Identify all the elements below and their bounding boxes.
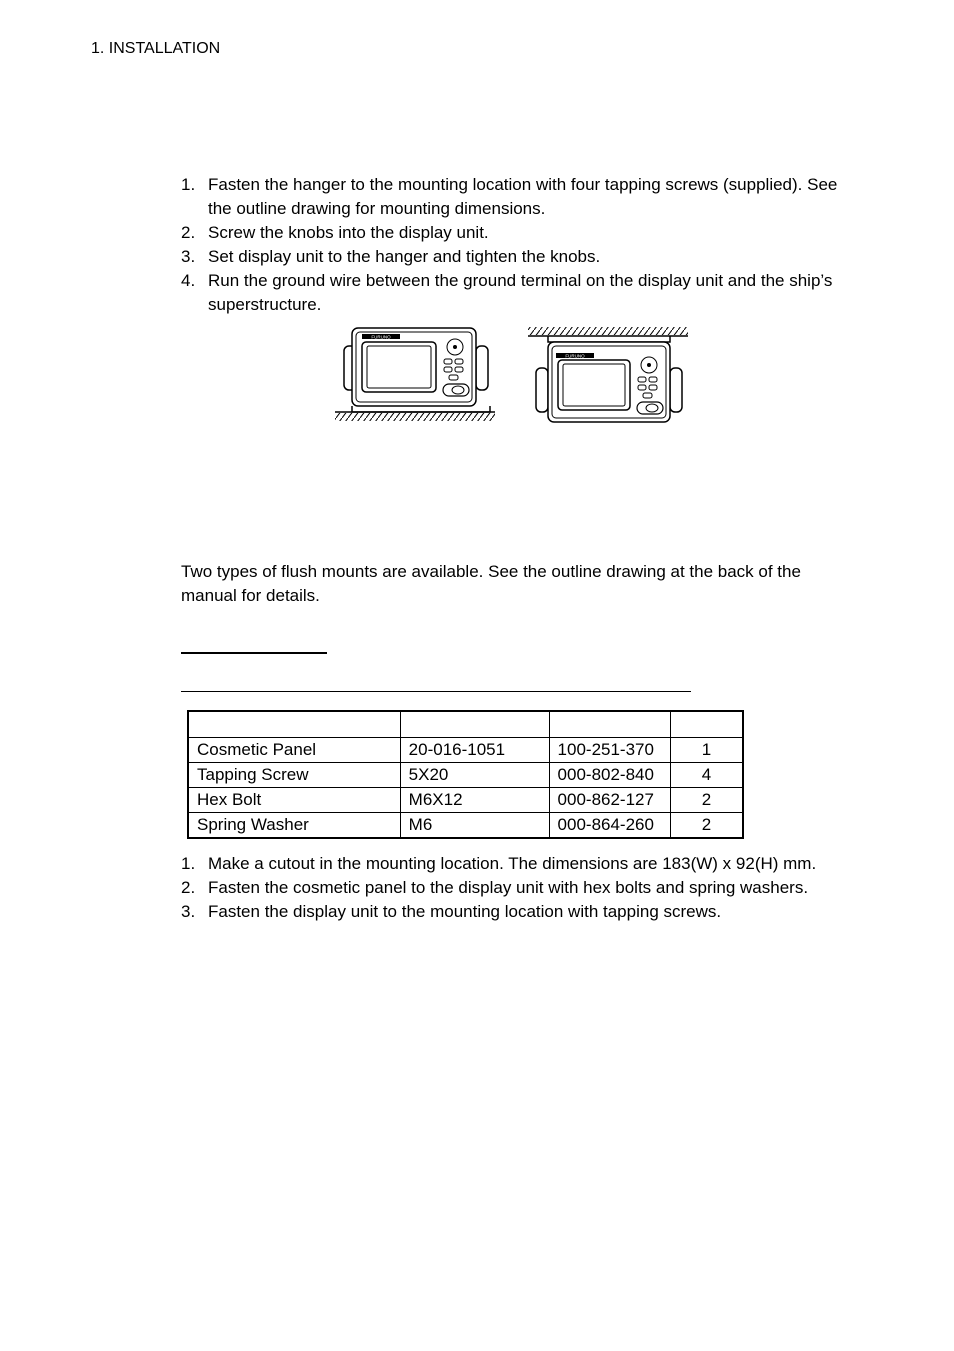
quantity: 2 <box>671 788 743 813</box>
logo-text: FURUNO <box>371 334 391 340</box>
code-number: 000-862-127 <box>549 788 671 813</box>
flush-mount-intro: Two types of flush mounts are available. See the outline drawing at the back of the manual for details. <box>181 562 801 605</box>
header-cell <box>188 711 400 738</box>
table-row <box>188 813 743 839</box>
header-cell <box>671 711 743 738</box>
step-number: 3. <box>181 247 196 266</box>
step-text: Screw the knobs into the display unit. <box>208 223 489 242</box>
part-type: M6 <box>400 813 549 839</box>
list-item <box>181 173 841 221</box>
desktop-mount-steps <box>181 173 841 317</box>
table-caption-underline <box>181 691 691 692</box>
part-type: 20-016-1051 <box>400 738 549 763</box>
header-cell <box>549 711 671 738</box>
quantity: 2 <box>671 813 743 839</box>
part-type: 5X20 <box>400 763 549 788</box>
list-item <box>181 900 841 924</box>
list-item <box>181 245 841 269</box>
part-name: Tapping Screw <box>188 763 400 788</box>
list-item <box>181 269 841 317</box>
step-number: 2. <box>181 223 196 242</box>
flush-mount-steps <box>181 852 841 924</box>
parts-table <box>187 710 744 839</box>
subheading-underline <box>181 652 327 654</box>
part-type: M6X12 <box>400 788 549 813</box>
table-header-row <box>188 711 743 738</box>
table-row <box>188 788 743 813</box>
step-number: 2. <box>181 878 196 897</box>
step-number: 3. <box>181 902 196 921</box>
table-row <box>188 738 743 763</box>
part-name: Spring Washer <box>188 813 400 839</box>
list-item <box>181 221 841 245</box>
step-text: Make a cutout in the mounting location. The dimensions are 183(W) x 92(H) mm. <box>208 854 817 873</box>
display-unit-overhead-icon <box>528 327 688 422</box>
header-cell <box>400 711 549 738</box>
page-header: 1. INSTALLATION <box>91 40 221 57</box>
step-text: Fasten the hanger to the mounting location with four tapping screws (supplied). See the outline drawing for mounting dimensions. <box>208 175 838 218</box>
step-text: Fasten the display unit to the mounting location with tapping screws. <box>208 902 722 921</box>
list-item <box>181 852 841 876</box>
quantity: 1 <box>671 738 743 763</box>
code-number: 100-251-370 <box>549 738 671 763</box>
list-item <box>181 876 841 900</box>
step-number: 4. <box>181 271 196 290</box>
step-text: Run the ground wire between the ground terminal on the display unit and the ship’s superstructure. <box>208 271 833 314</box>
mounting-figure <box>330 322 700 430</box>
table-row <box>188 763 743 788</box>
quantity: 4 <box>671 763 743 788</box>
logo-text: FURUNO <box>565 353 585 359</box>
step-text: Fasten the cosmetic panel to the display unit with hex bolts and spring washers. <box>208 878 809 897</box>
step-number: 1. <box>181 175 196 194</box>
step-number: 1. <box>181 854 196 873</box>
step-text: Set display unit to the hanger and tighten the knobs. <box>208 247 601 266</box>
code-number: 000-864-260 <box>549 813 671 839</box>
part-name: Hex Bolt <box>188 788 400 813</box>
display-unit-tabletop-icon <box>335 328 495 421</box>
code-number: 000-802-840 <box>549 763 671 788</box>
part-name: Cosmetic Panel <box>188 738 400 763</box>
